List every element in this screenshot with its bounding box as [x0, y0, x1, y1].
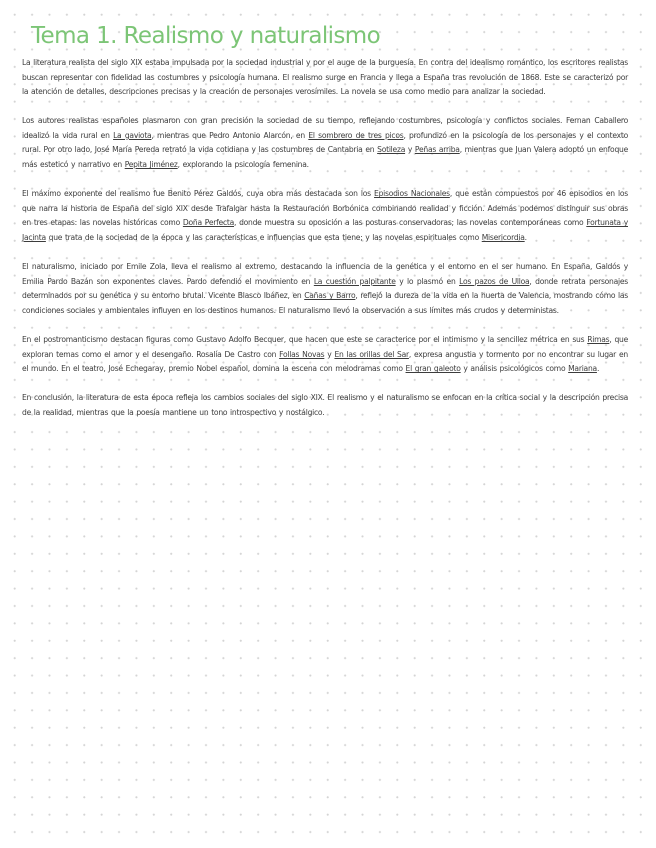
paragraph-text: , mientras que Pedro Antonio Alarcón, en	[151, 130, 309, 140]
work-title: Misericordia	[481, 232, 525, 242]
paragraph-text: .	[524, 232, 527, 242]
paragraph-text: La literatura realista del siglo XIX estaba impulsada por la sociedad industrial y por el auge de la burguesía. En contra del idealismo romántico, los escritores realistas buscan representar con fidelidad las costumbres y psicología humana. El realismo surge en Francia y llega a España tras revolución de 1868. Este se caracterizó por la atención de detalles, descripciones precisas y la creación de personajes verosímiles. La novela se usa como medio para analizar la sociedad.	[22, 58, 628, 97]
paragraph-text: .	[596, 364, 600, 374]
work-title: La cuestión palpitante	[313, 276, 396, 286]
work-title: En las orillas del Sar	[334, 349, 409, 359]
work-title: Pepita Jiménez	[124, 160, 178, 170]
paragraph-text: , donde retrata personajes determinados por su genética y su entorno brutal. Vicente Blasco Ibáñez, en	[22, 276, 628, 301]
paragraph-text: En conclusión, la literatura de esta época refleja los cambios sociales del siglo XIX. El realismo y el naturalismo se enfocan en la crítica social y la descripción precisa de la realidad, mientras que la poesía mantiene un tono introspectivo y nostálgico.	[22, 393, 628, 417]
paragraph-text: Los autores realistas españoles plasmaron con gran precisión la sociedad de su tiempo, reflejando costumbres, psicología y conflictos sociales. Fernan Caballero idealizó la vida rural en	[22, 116, 628, 140]
work-title: Fortunata y Jacinta	[22, 218, 628, 242]
work-title: Episodios Nacionales	[374, 189, 450, 199]
page-title: Tema 1. Realismo y naturalismo	[31, 23, 381, 49]
paragraph-text: , donde muestra su oposición a las posturas conservadoras; las novelas contemporáneas como	[234, 218, 587, 228]
paragraph-text: , explorando la psicología femenina.	[177, 160, 309, 170]
work-title: Cañas y Barro	[304, 291, 356, 301]
paragraph-text: , que están compuestos por 46 episodios en los que narra la historia de España del siglo XIX desde Trafalgar hasta la Restauración Borbónica combinando realidad y ficción. Además podemos distinguir sus obras en tres etapas: las novelas históricas como	[22, 189, 628, 228]
paragraph-conclusion	[22, 391, 628, 420]
work-title: El gran galeoto	[405, 364, 461, 374]
paragraph-text: , que exploran temas como el amor y el desengaño. Rosalía De Castro con	[22, 334, 629, 359]
work-title: Peñas arriba	[414, 145, 460, 155]
work-title: Los pazos de Ulloa	[459, 276, 530, 286]
paragraph-text: , expresa angustia y tormento por no encontrar su lugar en el mundo. En el teatro, José Echegaray, premio Nobel español, domina la escena con melodramas como	[22, 349, 628, 374]
paragraph-text: y análisis psicológicos como	[460, 364, 569, 374]
work-title: Rimas	[587, 334, 610, 344]
paragraph-text: El máximo exponente del realismo fue Benito Pérez Galdós, cuya obra más destacada son los	[22, 189, 375, 199]
work-title: Follas Novas	[279, 349, 325, 359]
paragraph-text: y lo plasmó en	[395, 276, 460, 286]
work-title: Doña Perfecta	[182, 218, 235, 228]
work-title: Sotileza	[377, 145, 406, 155]
paragraph-text: y	[324, 349, 335, 359]
paragraph-text: , mientras que Juan Valera adoptó un enfoque más esteticó y narrativo en	[22, 145, 628, 170]
work-title: La gaviota	[113, 130, 152, 140]
paragraph-text: y	[405, 145, 415, 155]
paragraph-text: En el postromanticismo destacan figuras como Gustavo Adolfo Becquer, que hacen que este se caracterice por el intimismo y la sencillez métrica en sus	[22, 334, 588, 344]
paragraph-text: El naturalismo, iniciado por Emile Zola, lleva el realismo al extremo, destacando la influencia de la genética y el entorno en el ser humano. En España, Galdós y Emilia Pardo Bazán son exponentes claves. Pardo defendió el movimiento en	[22, 262, 628, 286]
paragraph-galdos	[22, 187, 628, 245]
paragraph-naturalism	[22, 260, 628, 318]
paragraph-intro	[22, 56, 628, 100]
work-title: Mariana	[568, 364, 597, 374]
paragraph-text: que trata de la sociedad de la época y las características e influencias que esta tiene; y las novelas espirituales como	[45, 232, 482, 242]
paragraph-text: , reflejó la dureza de la vida en la huerta de Valencia, mostrando cómo las condiciones sociales y ambientales influyen en los destinos humanos. El naturalismo llevó la observación a sus límites más crudos y deterministas.	[22, 291, 628, 315]
paragraph-spanish-realist-authors	[22, 114, 628, 172]
paragraph-postromanticism	[22, 333, 628, 377]
paragraph-text: , profundizó en la psicología de los personajes y el contexto rural. Por otro lado, José María Pereda retrató la vida cotidiana y las costumbres de Cantabria en	[22, 130, 628, 155]
work-title: El sombrero de tres picos	[308, 130, 404, 140]
